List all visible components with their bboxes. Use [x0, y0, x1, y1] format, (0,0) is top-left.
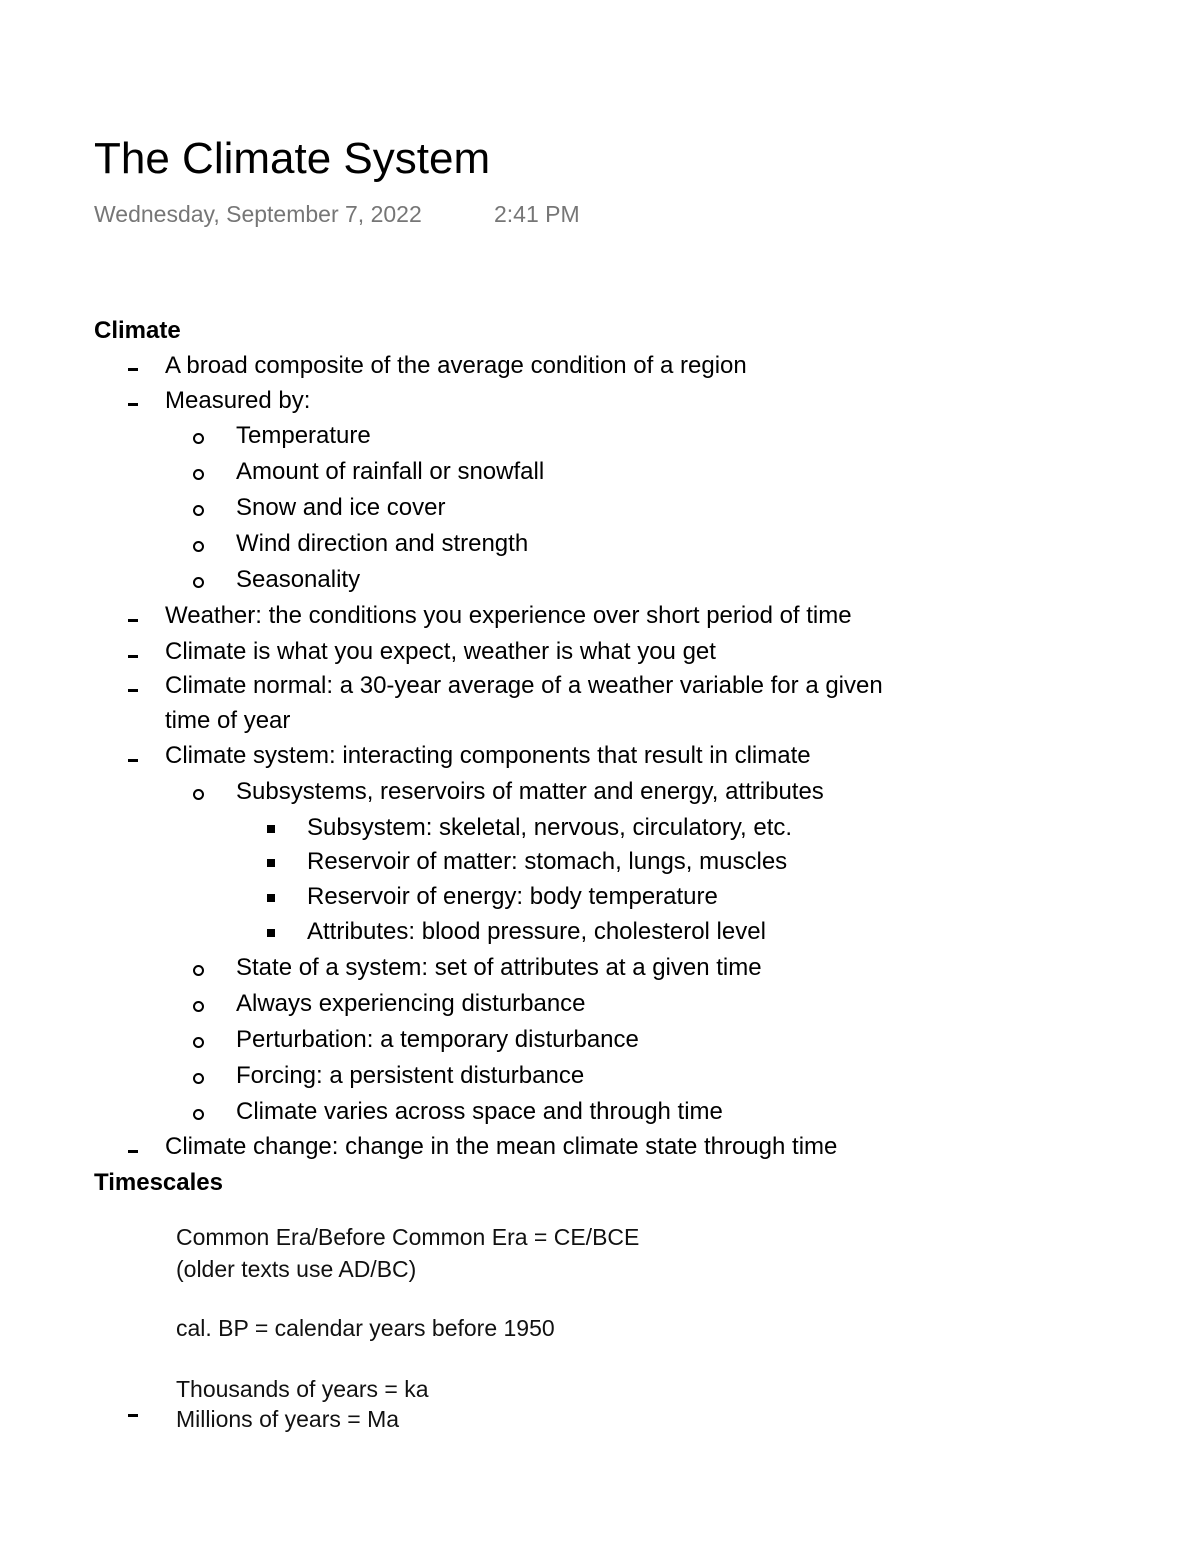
list-item: Perturbation: a temporary disturbance	[236, 1026, 639, 1053]
square-bullet	[267, 929, 275, 937]
list-item: Attributes: blood pressure, cholesterol level	[307, 918, 766, 945]
circle-bullet	[193, 1037, 204, 1048]
circle-bullet	[193, 1001, 204, 1012]
list-item: Reservoir of energy: body temperature	[307, 883, 718, 910]
dash-bullet	[128, 759, 138, 762]
note-date: Wednesday, September 7, 2022	[94, 201, 422, 227]
list-item: Seasonality	[236, 566, 361, 593]
list-item: Temperature	[236, 422, 371, 449]
dash-bullet	[128, 655, 138, 658]
dash-bullet	[128, 368, 138, 371]
timescale-line: Thousands of years = ka	[176, 1376, 429, 1402]
timescale-line: Millions of years = Ma	[176, 1406, 400, 1432]
list-item: Subsystem: skeletal, nervous, circulatory, etc.	[307, 814, 793, 841]
dash-bullet	[128, 689, 138, 692]
list-item: State of a system: set of attributes at a given time	[236, 954, 762, 981]
list-item: Forcing: a persistent disturbance	[236, 1062, 585, 1089]
list-item: Climate normal: a 30-year average of a weather variable for a given	[165, 672, 883, 699]
list-item: Reservoir of matter: stomach, lungs, muscles	[307, 848, 788, 875]
list-item: Measured by:	[165, 387, 311, 414]
page-title: The Climate System	[94, 134, 491, 183]
timescale-line: Common Era/Before Common Era = CE/BCE	[176, 1224, 640, 1250]
dash-bullet	[128, 1414, 138, 1417]
list-item: Snow and ice cover	[236, 494, 446, 521]
section-heading-climate: Climate	[94, 317, 181, 344]
circle-bullet	[193, 469, 204, 480]
timescale-line: cal. BP = calendar years before 1950	[176, 1315, 555, 1341]
circle-bullet	[193, 541, 204, 552]
dash-bullet	[128, 403, 138, 406]
list-item: A broad composite of the average condition of a region	[165, 352, 747, 379]
list-item: Subsystems, reservoirs of matter and energy, attributes	[236, 778, 824, 805]
note-time: 2:41 PM	[494, 201, 580, 227]
list-item: Climate change: change in the mean climate state through time	[165, 1133, 838, 1160]
square-bullet	[267, 825, 275, 833]
timescale-line: (older texts use AD/BC)	[176, 1256, 417, 1282]
circle-bullet	[193, 1109, 204, 1120]
square-bullet	[267, 859, 275, 867]
circle-bullet	[193, 433, 204, 444]
list-item-continuation: time of year	[165, 707, 291, 734]
list-item: Amount of rainfall or snowfall	[236, 458, 545, 485]
dash-bullet	[128, 1150, 138, 1153]
list-item: Always experiencing disturbance	[236, 990, 586, 1017]
list-item: Weather: the conditions you experience over short period of time	[165, 602, 852, 629]
list-item: Climate varies across space and through time	[236, 1098, 723, 1125]
list-item: Wind direction and strength	[236, 530, 529, 557]
circle-bullet	[193, 577, 204, 588]
circle-bullet	[193, 965, 204, 976]
list-item: Climate system: interacting components that result in climate	[165, 742, 811, 769]
circle-bullet	[193, 505, 204, 516]
circle-bullet	[193, 1073, 204, 1084]
section-heading-timescales: Timescales	[94, 1169, 223, 1196]
list-item: Climate is what you expect, weather is what you get	[165, 638, 716, 665]
circle-bullet	[193, 789, 204, 800]
dash-bullet	[128, 619, 138, 622]
square-bullet	[267, 894, 275, 902]
